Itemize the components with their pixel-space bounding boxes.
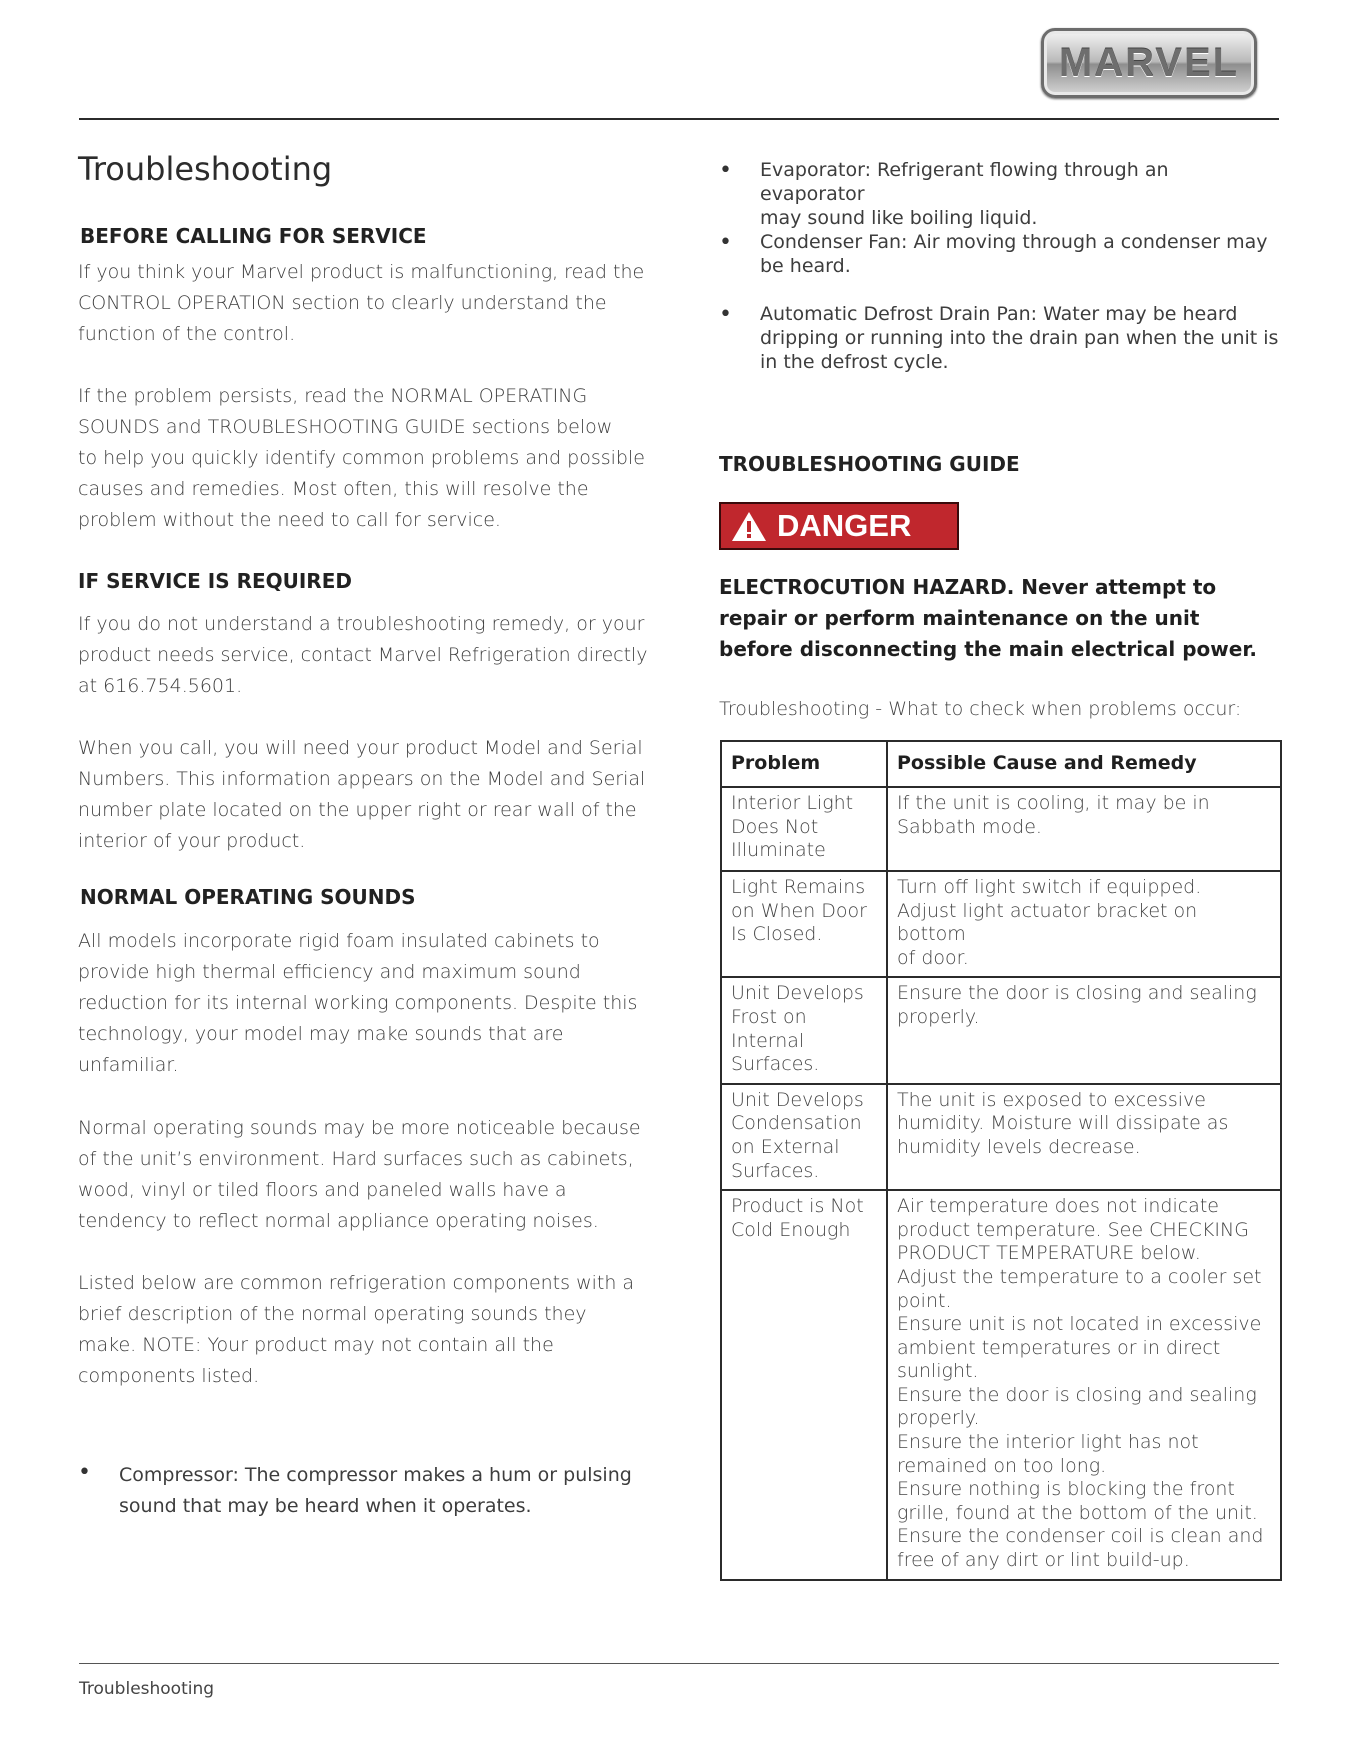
danger-text: DANGER — [777, 508, 912, 543]
before-service-para-1: If you think your Marvel product is malfunctioning, read the CONTROL OPERATION section to clearly understand the function of the control. — [78, 261, 645, 345]
problem-cell: Light Remains on When Door Is Closed. — [721, 871, 887, 977]
bullet-defrost-drain-pan — [719, 302, 1319, 376]
normal-sounds-para-3: Listed below are common refrigeration components with a brief description of the normal operating sounds they make. NOTE: Your product may not contain all the components listed. — [78, 1272, 635, 1387]
bullet-dot: • — [719, 158, 732, 183]
problem-cell: Interior Light Does Not Illuminate — [721, 787, 887, 871]
bullet-text: Compressor: The compressor makes a hum or pulsing sound that may be heard when it operates. — [119, 1464, 632, 1517]
problem-cell: Product is Not Cold Enough — [721, 1190, 887, 1580]
remedy-cell: Turn off light switch if equipped. Adjust light actuator bracket on bottom of door. — [887, 871, 1281, 977]
bullet-dot: • — [719, 230, 732, 255]
bullet-text: Evaporator: Refrigerant flowing through an evaporator may sound like boiling liquid. — [760, 159, 1169, 229]
table-row — [721, 1084, 1281, 1190]
service-required-heading: IF SERVICE IS REQUIRED — [78, 569, 352, 593]
bullet-dot: • — [78, 1460, 91, 1485]
table-header-row — [721, 741, 1281, 787]
header-problem: Problem — [721, 741, 887, 787]
warning-triangle-icon — [731, 510, 767, 542]
bullet-compressor — [78, 1460, 638, 1524]
bullet-evaporator — [719, 158, 1279, 229]
marvel-logo — [1041, 28, 1257, 98]
header-rule — [79, 118, 1279, 120]
bullet-condenser-fan — [719, 230, 1279, 280]
remedy-cell: Ensure the door is closing and sealing properly. — [887, 977, 1281, 1083]
bullet-text: Automatic Defrost Drain Pan: Water may be heard dripping or running into the drain pan when the unit is in the defrost cycle. — [760, 303, 1279, 373]
table-row — [721, 1190, 1281, 1580]
logo-text: MARVEL — [1058, 40, 1240, 85]
remedy-cell: Air temperature does not indicate product temperature. See CHECKING PRODUCT TEMPERATURE below. Adjust the temperature to a cooler set point. Ensure unit is not located in excessive ambient temperatures or in direct sunlight. Ensure the door is closing and sealing properly. Ensure the interior light has not remained on too long. Ensure nothing is blocking the front grille, found at the bottom of the unit. Ensure the condenser coil is clean and free of any dirt or lint build-up. — [887, 1190, 1281, 1580]
header-remedy: Possible Cause and Remedy — [887, 741, 1281, 787]
service-required-para-2: When you call, you will need your product Model and Serial Numbers. This information appears on the Model and Serial number plate located on the upper right or rear wall of the interior of your product. — [78, 737, 646, 852]
guide-heading: TROUBLESHOOTING GUIDE — [719, 452, 1020, 476]
electrocution-warning: ELECTROCUTION HAZARD. Never attempt to repair or perform maintenance on the unit before disconnecting the main electrical power. — [719, 575, 1257, 661]
normal-sounds-para-2: Normal operating sounds may be more noticeable because of the unit’s environment. Hard surfaces such as cabinets, wood, vinyl or tiled floors and paneled walls have a tendency to reflect normal appliance operating noises. — [78, 1117, 641, 1232]
troubleshooting-table — [720, 740, 1282, 1581]
footer-rule — [79, 1663, 1279, 1664]
table-row — [721, 977, 1281, 1083]
normal-sounds-heading: NORMAL OPERATING SOUNDS — [80, 885, 416, 909]
danger-label — [719, 502, 959, 550]
remedy-cell: The unit is exposed to excessive humidity. Moisture will dissipate as humidity levels decrease. — [887, 1084, 1281, 1190]
before-service-heading: BEFORE CALLING FOR SERVICE — [80, 224, 427, 248]
problem-cell: Unit Develops Frost on Internal Surfaces. — [721, 977, 887, 1083]
before-service-para-2: If the problem persists, read the NORMAL OPERATING SOUNDS and TROUBLESHOOTING GUIDE sections below to help you quickly identify common problems and possible causes and remedies. Most often, this will resolve the problem without the need to call for service. — [78, 385, 645, 531]
bullet-text: Condenser Fan: Air moving through a condenser may be heard. — [760, 231, 1268, 277]
footer-label: Troubleshooting — [79, 1679, 215, 1699]
bullet-dot: • — [719, 302, 732, 327]
problem-cell: Unit Develops Condensation on External Surfaces. — [721, 1084, 887, 1190]
page-title: Troubleshooting — [78, 150, 333, 188]
remedy-cell: If the unit is cooling, it may be in Sabbath mode. — [887, 787, 1281, 871]
table-intro: Troubleshooting - What to check when problems occur: — [719, 698, 1242, 720]
table-row — [721, 787, 1281, 871]
table-row — [721, 871, 1281, 977]
normal-sounds-para-1: All models incorporate rigid foam insulated cabinets to provide high thermal efficiency and maximum sound reduction for its internal working components. Despite this technology, your model may make sounds that are unfamiliar. — [78, 930, 638, 1076]
service-required-para-1: If you do not understand a troubleshooting remedy, or your product needs service, contact Marvel Refrigeration directly at 616.754.5601. — [78, 613, 648, 697]
